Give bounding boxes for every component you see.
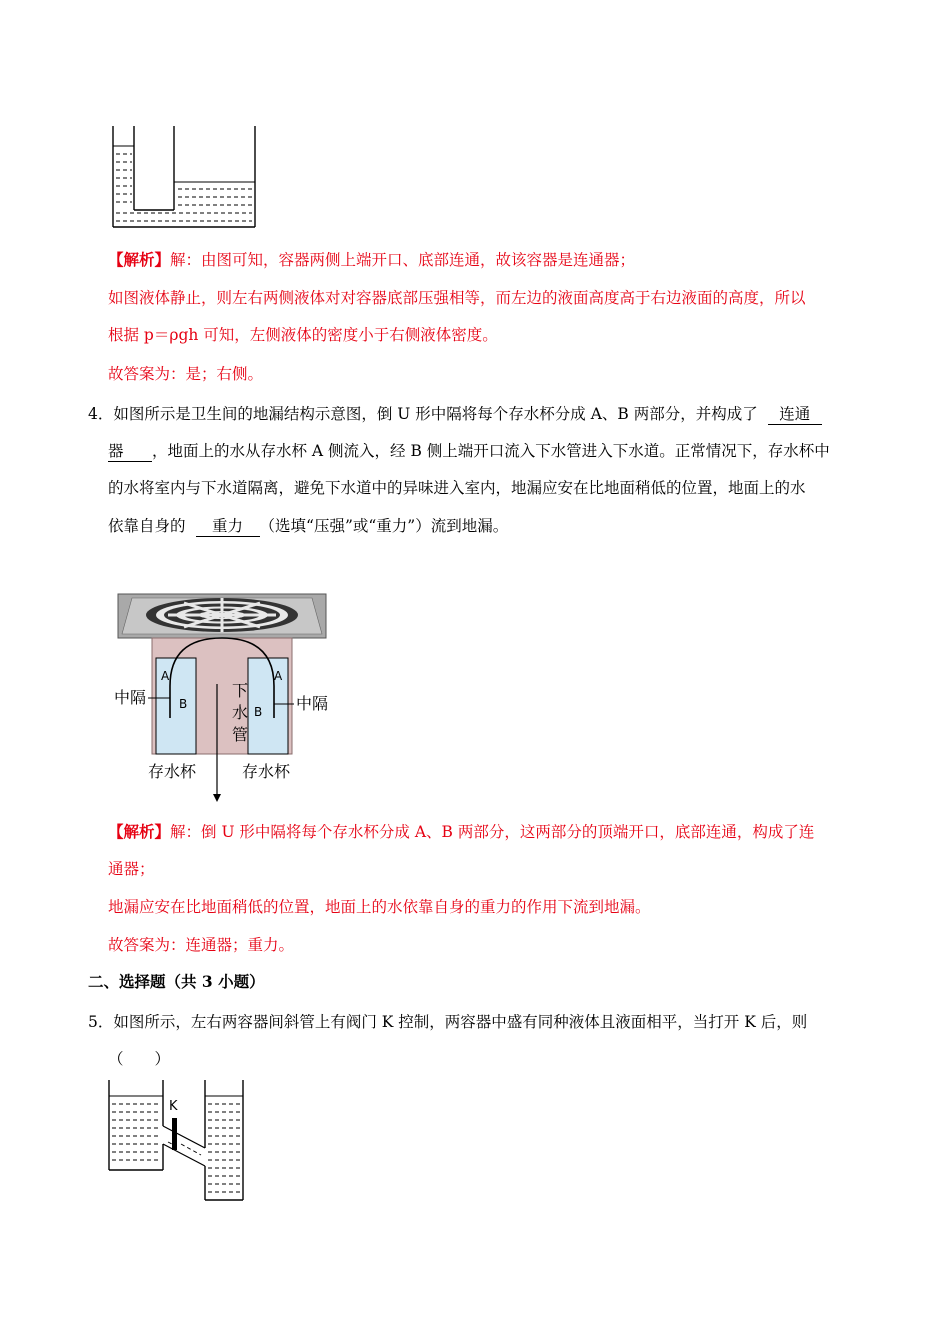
cup-label-b-left: B bbox=[179, 697, 188, 711]
pipe-label-1: 下 bbox=[232, 681, 249, 700]
q4-text4b: （选填“压强”或“重力”）流到地漏。 bbox=[259, 517, 509, 535]
answer-blank-2: 重力 bbox=[196, 516, 260, 537]
divider-label-right: 中隔 bbox=[296, 694, 329, 713]
u-tube-figure bbox=[108, 124, 258, 230]
analysis4-line3: 地漏应安在比地面稍低的位置，地面上的水依靠自身的重力的作用下流到地漏。 bbox=[108, 898, 651, 916]
analysis3-line2: 如图液体静止，则左右两侧液体对对容器底部压强相等，而左边的液面高度高于右边液面的高度，所以 bbox=[108, 289, 806, 307]
analysis3-text1: 解：由图可知，容器两侧上端开口、底部连通，故该容器是连通器； bbox=[170, 251, 636, 269]
q4-line1 bbox=[88, 404, 822, 425]
answer-blank-1a: 连通 bbox=[768, 404, 822, 425]
q4-text2: ，地面上的水从存水杯 A 侧流入，经 B 侧上端开口流入下水管进入下水道。正常情况下，存水杯中 bbox=[152, 442, 830, 460]
q4-line4 bbox=[108, 516, 508, 537]
analysis3-answer: 故答案为：是；右侧。 bbox=[108, 365, 264, 383]
analysis3-line3: 根据 p＝ρgh 可知，左侧液体的密度小于右侧液体密度。 bbox=[108, 326, 498, 344]
q5-choice-bracket: （ ） bbox=[108, 1050, 171, 1068]
question-number: 5． bbox=[88, 1013, 114, 1031]
cup-caption-left: 存水杯 bbox=[148, 762, 197, 781]
floor-drain-figure bbox=[108, 588, 338, 806]
q4-text4a: 依靠自身的 bbox=[108, 517, 186, 535]
valve-containers-figure bbox=[106, 1078, 248, 1204]
analysis4-line2: 通器； bbox=[108, 860, 155, 878]
analysis-tag: 【解析】 bbox=[108, 822, 171, 841]
divider-label-left: 中隔 bbox=[114, 688, 147, 707]
cup-label-b-right: B bbox=[254, 705, 263, 719]
valve-k-label: K bbox=[169, 1099, 178, 1114]
analysis-tag: 【解析】 bbox=[108, 250, 171, 269]
pipe-label-3: 管 bbox=[232, 725, 249, 744]
question-number: 4． bbox=[88, 405, 114, 423]
analysis3-line1 bbox=[108, 250, 635, 270]
q4-line3: 的水将室内与下水道隔离，避免下水道中的异味进入室内，地漏应安在比地面稍低的位置，地面上的水 bbox=[108, 479, 806, 497]
analysis4-line1 bbox=[108, 822, 814, 842]
q5-line1 bbox=[88, 1012, 807, 1032]
cup-caption-right: 存水杯 bbox=[242, 762, 291, 781]
analysis4-text1: 解：倒 U 形中隔将每个存水杯分成 A、B 两部分，这两部分的顶端开口，底部连通，构成了连 bbox=[170, 823, 815, 841]
q4-line2 bbox=[108, 441, 830, 462]
q5-text1: 如图所示，左右两容器间斜管上有阀门 K 控制，两容器中盛有同种液体且液面相平，当打开 K 后，则 bbox=[113, 1013, 808, 1031]
cup-label-a-right: A bbox=[274, 669, 283, 683]
section-heading: 二、选择题（共 3 小题） bbox=[88, 972, 265, 991]
answer-blank-1b: 器 bbox=[108, 441, 152, 462]
analysis4-answer: 故答案为：连通器；重力。 bbox=[108, 936, 295, 954]
cup-label-a-left: A bbox=[161, 669, 170, 683]
q4-text1: 如图所示是卫生间的地漏结构示意图，倒 U 形中隔将每个存水杯分成 A、B 两部分，并构成了 bbox=[113, 405, 758, 423]
pipe-label-2: 水 bbox=[232, 703, 249, 722]
